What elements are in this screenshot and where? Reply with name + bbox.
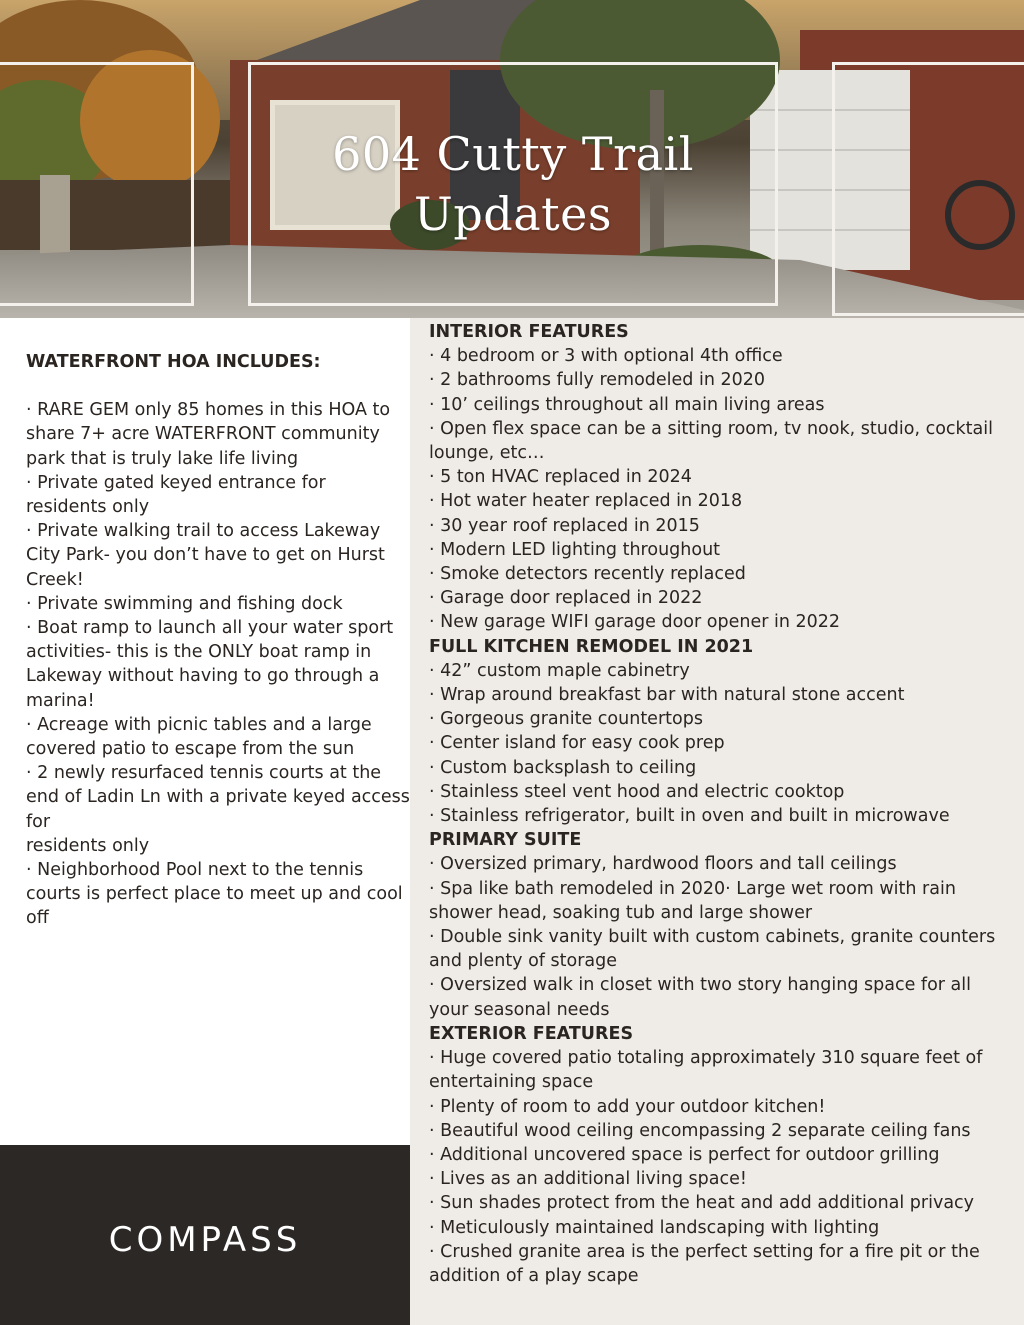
feature-item: · Meticulously maintained landscaping with lighting bbox=[429, 1217, 880, 1238]
feature-item: · Crushed granite area is the perfect setting for a fire pit or the addition of a play scape bbox=[429, 1241, 980, 1286]
feature-item: · Gorgeous granite countertops bbox=[429, 709, 703, 730]
feature-item: · Hot water heater replaced in 2018 bbox=[429, 491, 743, 512]
feature-item: · Spa like bath remodeled in 2020· Large wet room with rain shower head, soaking tub and large shower bbox=[429, 878, 956, 923]
feature-item: · Stainless steel vent hood and electric cooktop bbox=[429, 781, 845, 802]
feature-item: · Additional uncovered space is perfect for outdoor grilling bbox=[429, 1144, 940, 1165]
feature-item: · Plenty of room to add your outdoor kitchen! bbox=[429, 1096, 826, 1117]
hero-photo bbox=[0, 0, 1024, 318]
page-title-line-2: Updates bbox=[414, 187, 612, 241]
feature-item: · Lives as an additional living space! bbox=[429, 1169, 747, 1190]
feature-item: · Stainless refrigerator, built in oven and built in microwave bbox=[429, 806, 950, 827]
section-heading-primary-suite: PRIMARY SUITE bbox=[429, 830, 582, 851]
feature-item: · 42” custom maple cabinetry bbox=[429, 660, 690, 681]
feature-item: · Open flex space can be a sitting room, tv nook, studio, cocktail lounge, etc… bbox=[429, 418, 993, 464]
hoa-item: residents only bbox=[26, 835, 150, 856]
feature-item: · Double sink vanity built with custom cabinets, granite counters and plenty of storage bbox=[429, 927, 996, 972]
hoa-heading: WATERFRONT HOA INCLUDES: bbox=[26, 352, 321, 372]
hoa-item: · Private swimming and fishing dock bbox=[26, 593, 343, 614]
feature-item: · 5 ton HVAC replaced in 2024 bbox=[429, 467, 692, 488]
feature-item: · Wrap around breakfast bar with natural stone accent bbox=[429, 685, 905, 706]
feature-item: · 2 bathrooms fully remodeled in 2020 bbox=[429, 370, 766, 391]
feature-item: · Modern LED lighting throughout bbox=[429, 539, 721, 560]
features-column bbox=[429, 320, 1014, 1288]
feature-item: · Garage door replaced in 2022 bbox=[429, 588, 703, 609]
hoa-item: · Private gated keyed entrance for residents only bbox=[26, 472, 326, 518]
feature-item: · Huge covered patio totaling approximately 310 square feet of entertaining space bbox=[429, 1048, 983, 1093]
compass-logo: COMPASS bbox=[108, 1220, 302, 1260]
brand-logo-block bbox=[0, 1145, 410, 1325]
feature-item: · 10’ ceilings throughout all main living areas bbox=[429, 394, 825, 415]
feature-item: · Custom backsplash to ceiling bbox=[429, 757, 697, 778]
feature-item: · Oversized primary, hardwood floors and tall ceilings bbox=[429, 854, 897, 875]
feature-item: · Center island for easy cook prep bbox=[429, 733, 725, 754]
hoa-item: · Private walking trail to access Lakeway City Park- you don’t have to get on Hurst Creek! bbox=[26, 521, 385, 590]
hoa-item: · 2 newly resurfaced tennis courts at the end of Ladin Ln with a private keyed access for bbox=[26, 763, 410, 832]
feature-item: · Oversized walk in closet with two story hanging space for all your seasonal needs bbox=[429, 975, 971, 1020]
page-title-line-1: 604 Cutty Trail bbox=[332, 127, 694, 181]
section-heading-kitchen: FULL KITCHEN REMODEL IN 2021 bbox=[429, 636, 754, 657]
section-heading-exterior: EXTERIOR FEATURES bbox=[429, 1023, 634, 1044]
photo-frame-right bbox=[832, 62, 1024, 316]
section-heading-interior: INTERIOR FEATURES bbox=[429, 322, 629, 342]
feature-item: · Beautiful wood ceiling encompassing 2 separate ceiling fans bbox=[429, 1120, 971, 1141]
feature-item: · Smoke detectors recently replaced bbox=[429, 564, 746, 585]
title-frame bbox=[248, 62, 778, 306]
hoa-column bbox=[26, 350, 410, 931]
feature-item: · Sun shades protect from the heat and add additional privacy bbox=[429, 1193, 975, 1214]
hoa-item: · Boat ramp to launch all your water sport activities- this is the ONLY boat ramp in Lakeway without having to go through a marina! bbox=[26, 618, 394, 711]
feature-item: · 4 bedroom or 3 with optional 4th office bbox=[429, 346, 783, 367]
feature-item: · New garage WIFI garage door opener in 2022 bbox=[429, 612, 841, 633]
hoa-item: · RARE GEM only 85 homes in this HOA to share 7+ acre WATERFRONT community park that is truly lake life living bbox=[26, 400, 391, 469]
feature-item: · 30 year roof replaced in 2015 bbox=[429, 515, 700, 536]
hoa-item: · Acreage with picnic tables and a large covered patio to escape from the sun bbox=[26, 714, 372, 760]
hoa-item: · Neighborhood Pool next to the tennis courts is perfect place to meet up and cool off bbox=[26, 860, 403, 929]
photo-frame-left bbox=[0, 62, 194, 306]
